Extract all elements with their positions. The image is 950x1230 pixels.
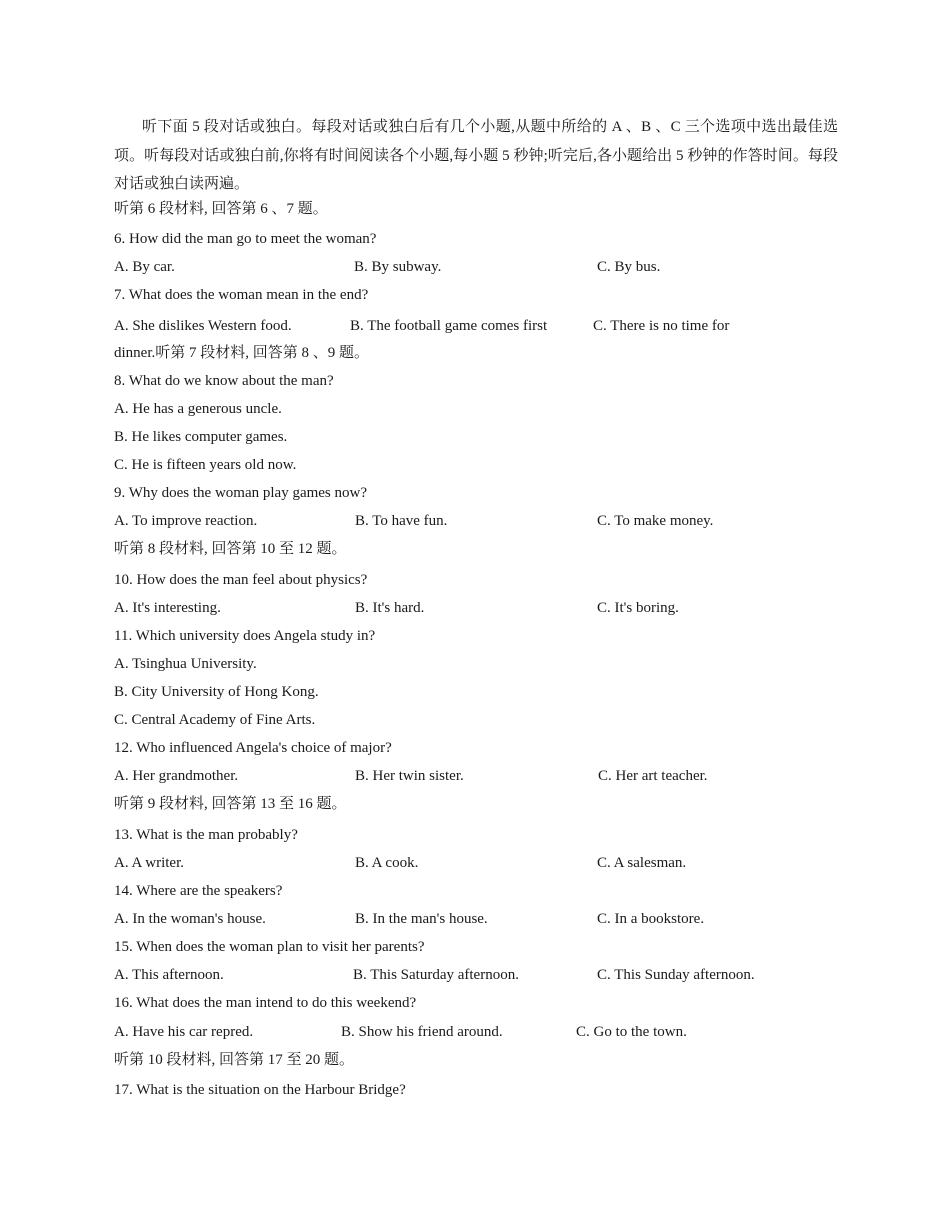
question-8-option-a: A. He has a generous uncle. [114,401,282,417]
option-c: C. By bus. [597,259,661,275]
option-b: B. To have fun. [355,513,448,529]
option-b: B. Show his friend around. [341,1024,503,1040]
question-7-option-wrap: dinner.听第 7 段材料, 回答第 8 、9 题。 [114,345,369,361]
question-14-stem: 14. Where are the speakers? [114,883,283,899]
section-heading-6: 听第 6 段材料, 回答第 6 、7 题。 [114,201,328,217]
question-13-options [0,853,950,873]
question-16-stem: 16. What does the man intend to do this weekend? [114,995,417,1011]
question-12-options [0,766,950,786]
option-a: A. This afternoon. [114,967,224,983]
option-a: A. She dislikes Western food. [114,318,292,334]
option-b: B. It's hard. [355,600,425,616]
question-6-options [0,257,950,277]
question-9-stem: 9. Why does the woman play games now? [114,485,368,501]
question-8-stem: 8. What do we know about the man? [114,373,334,389]
option-a: A. A writer. [114,855,184,871]
question-7-stem: 7. What does the woman mean in the end? [114,287,369,303]
section-heading-10: 听第 10 段材料, 回答第 17 至 20 题。 [114,1052,355,1068]
question-10-stem: 10. How does the man feel about physics? [114,572,368,588]
option-c: C. This Sunday afternoon. [597,967,755,983]
option-a: A. To improve reaction. [114,513,258,529]
question-15-stem: 15. When does the woman plan to visit her parents? [114,939,425,955]
option-b: B. In the man's house. [355,911,488,927]
option-c: C. A salesman. [597,855,687,871]
question-8-option-b: B. He likes computer games. [114,429,288,445]
option-b: B. A cook. [355,855,419,871]
question-11-option-b: B. City University of Hong Kong. [114,684,319,700]
option-c: C. To make money. [597,513,714,529]
option-c: C. In a bookstore. [597,911,705,927]
question-17-stem: 17. What is the situation on the Harbour Bridge? [114,1082,406,1098]
option-c: C. Her art teacher. [598,768,708,784]
question-11-option-c: C. Central Academy of Fine Arts. [114,712,316,728]
question-6-stem: 6. How did the man go to meet the woman? [114,231,377,247]
question-14-options [0,909,950,929]
option-a: A. Have his car repred. [114,1024,254,1040]
option-c: C. There is no time for [593,318,730,334]
question-11-option-a: A. Tsinghua University. [114,656,257,672]
question-15-options [0,965,950,985]
option-a: A. It's interesting. [114,600,221,616]
instructions-paragraph: 听下面 5 段对话或独白。每段对话或独白后有几个小题,从题中所给的 A 、B 、C 三个选项中选出最佳选项。听每段对话或独白前,你将有时间阅读各个小题,每小题 5 秒钟;听完后,各小题给出 5 秒钟的作答时间。每段对话或独白读两遍。 [114,119,838,192]
option-c: C. It's boring. [597,600,679,616]
option-a: A. Her grandmother. [114,768,239,784]
option-b: B. This Saturday afternoon. [353,967,519,983]
question-10-options [0,598,950,618]
question-11-stem: 11. Which university does Angela study in? [114,628,376,644]
option-b: B. Her twin sister. [355,768,464,784]
question-8-option-c: C. He is fifteen years old now. [114,457,297,473]
question-9-options [0,511,950,531]
question-7-options [0,316,950,336]
option-c: C. Go to the town. [576,1024,687,1040]
option-b: B. By subway. [354,259,442,275]
question-13-stem: 13. What is the man probably? [114,827,298,843]
option-a: A. By car. [114,259,175,275]
section-heading-8: 听第 8 段材料, 回答第 10 至 12 题。 [114,541,347,557]
section-heading-9: 听第 9 段材料, 回答第 13 至 16 题。 [114,796,347,812]
question-16-options [0,1022,950,1042]
question-12-stem: 12. Who influenced Angela's choice of major? [114,740,392,756]
option-a: A. In the woman's house. [114,911,266,927]
option-b: B. The football game comes first [350,318,548,334]
